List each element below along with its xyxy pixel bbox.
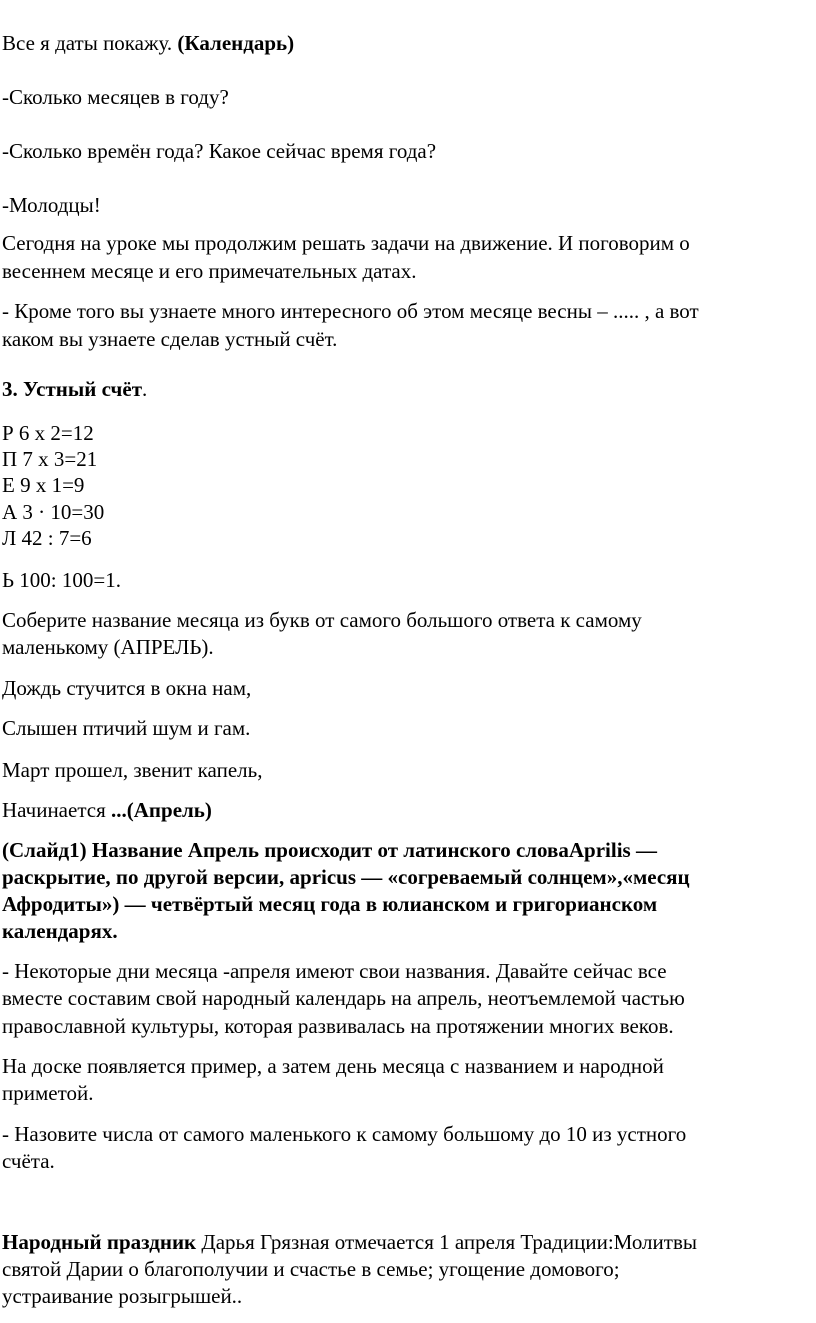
example-l: Л 42 : 7=6 <box>2 526 92 550</box>
example-e: Е 9 х 1=9 <box>2 473 85 497</box>
poem-line-2: Слышен птичий шум и гам. <box>2 716 251 740</box>
calendar-paragraph-line-3: православной культуры, которая развивалась на протяжении многих веков. <box>2 1014 674 1038</box>
poem-line-4-bold: ...(Апрель) <box>111 798 212 822</box>
poem-line-4 <box>2 797 212 824</box>
calendar-paragraph-line-2: вместе составим свой народный календарь на апрель, неотъемлемой частью <box>2 986 685 1010</box>
example-soft-sign: Ь 100: 100=1. <box>2 568 121 592</box>
poem-line-4-text: Начинается <box>2 798 111 822</box>
poem-line-3: Март прошел, звенит капель, <box>2 758 263 782</box>
holiday-line-2: святой Дарии о благополучии и счастье в семье; угощение домового; <box>2 1257 620 1281</box>
section-3-heading-dot: . <box>142 377 148 401</box>
section-3-heading <box>2 376 147 403</box>
task-line-1: Соберите название месяца из букв от самого большого ответа к самому <box>2 608 642 632</box>
board-paragraph-line-2: приметой. <box>2 1081 94 1105</box>
slide1-line-2: раскрытие, по другой версии, apricus — «согреваемый солнцем»,«месяц <box>2 865 690 889</box>
intro-text: Все я даты покажу. <box>2 31 178 55</box>
question-months: -Сколько месяцев в году? <box>2 85 229 109</box>
intro-bold-calendar: (Календарь) <box>177 31 295 55</box>
question-seasons: -Сколько времён года? Какое сейчас время года? <box>2 139 437 163</box>
example-p: П 7 х 3=21 <box>2 447 98 471</box>
intro-calendar-line <box>2 30 294 57</box>
holiday-line-1-rest: Дарья Грязная отмечается 1 апреля Традиции:Молитвы <box>196 1230 697 1254</box>
slide1-line-4: календарях. <box>2 919 118 943</box>
section-3-heading-text: 3. Устный счёт <box>2 377 143 401</box>
slide1-line-1: (Слайд1) Название Апрель происходит от латинского словаAprilis — <box>2 838 657 862</box>
besides-paragraph-line-1: - Кроме того вы узнаете много интересного об этом месяце весны – ..... , а вот <box>2 299 699 323</box>
holiday-line-3: устраивание розыгрышей.. <box>2 1284 243 1308</box>
holiday-line-1 <box>2 1229 697 1256</box>
today-paragraph-line-1: Сегодня на уроке мы продолжим решать задачи на движение. И поговорим о <box>2 231 690 255</box>
calendar-paragraph-line-1: - Некоторые дни месяца -апреля имеют свои названия. Давайте сейчас все <box>2 959 667 983</box>
poem-line-1: Дождь стучится в окна нам, <box>2 676 252 700</box>
numbers-paragraph-line-1: - Назовите числа от самого маленького к самому большому до 10 из устного <box>2 1122 687 1146</box>
example-r: Р 6 х 2=12 <box>2 421 94 445</box>
today-paragraph-line-2: весеннем месяце и его примечательных датах. <box>2 259 417 283</box>
board-paragraph-line-1: На доске появляется пример, а затем день месяца с названием и народной <box>2 1054 664 1078</box>
example-a: А 3 · 10=30 <box>2 500 105 524</box>
slide1-line-3: Афродиты») — четвёртый месяц года в юлианском и григорианском <box>2 892 658 916</box>
numbers-paragraph-line-2: счёта. <box>2 1149 55 1173</box>
task-line-2: маленькому (АПРЕЛЬ). <box>2 635 214 659</box>
praise-line: -Молодцы! <box>2 193 101 217</box>
besides-paragraph-line-2: каком вы узнаете сделав устный счёт. <box>2 327 338 351</box>
holiday-bold-label: Народный праздник <box>2 1230 197 1254</box>
